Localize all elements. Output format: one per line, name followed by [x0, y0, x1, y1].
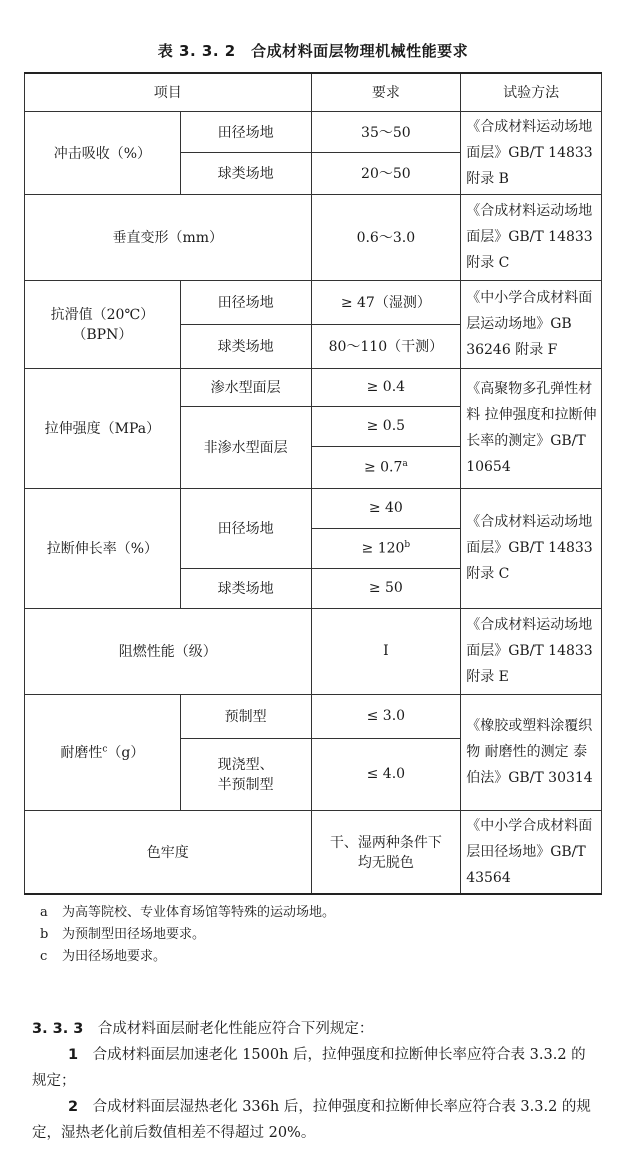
value-cell: ≥ 0.5	[311, 406, 461, 446]
table-row	[25, 810, 602, 894]
sub-label: 渗水型面层	[180, 368, 311, 406]
slip-label-line1: 抗滑值（20℃）	[50, 307, 155, 323]
clause-1: 1 合成材料面层加速老化 1500h 后，拉伸强度和拉断伸长率应符合表 3.3.2 的规定；	[32, 1047, 586, 1089]
sub-label: 现浇型、 半预制型	[180, 738, 311, 810]
method-cell: 《合成材料运动场地面层》GB/T 14833 附录 B	[461, 111, 602, 194]
table-row	[25, 194, 602, 280]
value-cell: I	[311, 608, 461, 694]
sub-label: 预制型	[180, 694, 311, 738]
footnotes	[40, 902, 335, 968]
method-cell: 《中小学合成材料面层运动场地》GB 36246 附录 F	[461, 280, 602, 368]
method-cell: 《橡胶或塑料涂覆织物 耐磨性的测定 泰伯法》GB/T 30314	[461, 694, 602, 810]
value-cell: ≥ 0.7$^a$	[311, 446, 461, 488]
table-row	[25, 608, 602, 694]
table-row	[25, 280, 602, 324]
value-cell: 干、湿两种条件下 均无脱色	[311, 810, 461, 894]
footnote-b: b 为预制型田径场地要求。	[40, 927, 206, 942]
value-cell: 0.6～3.0	[311, 194, 461, 280]
value-cell: ≥ 40	[311, 488, 461, 528]
header-item: 项目	[25, 73, 312, 111]
sub-label: 球类场地	[180, 568, 311, 608]
header-method: 试验方法	[461, 73, 602, 111]
sub-label: 田径场地	[180, 488, 311, 568]
row-label-slip	[25, 280, 181, 368]
footnote-a: a 为高等院校、专业体育场馆等特殊的运动场地。	[40, 905, 336, 920]
method-cell: 《高聚物多孔弹性材料 拉伸强度和拉断伸长率的测定》GB/T 10654	[461, 368, 602, 488]
sub-label: 球类场地	[180, 324, 311, 368]
row-label-tensile: 拉伸强度（MPa）	[25, 368, 181, 488]
method-cell: 《中小学合成材料面层田径场地》GB/T 43564	[461, 810, 602, 894]
table-title: 表 3. 3. 2 合成材料面层物理机械性能要求	[157, 42, 469, 60]
table-header-row	[25, 73, 602, 111]
properties-table	[24, 72, 602, 895]
table-row	[25, 111, 602, 153]
row-label-impact: 冲击吸收（%）	[25, 111, 181, 194]
footnote-mark: c	[102, 744, 108, 755]
row-label-elongation: 拉断伸长率（%）	[25, 488, 181, 608]
method-cell: 《合成材料运动场地面层》GB/T 14833 附录 E	[461, 608, 602, 694]
value-cell: ≥ 50	[311, 568, 461, 608]
row-label-flame: 阻燃性能（级）	[25, 608, 312, 694]
sub-label: 田径场地	[180, 111, 311, 153]
section-3-3-3	[32, 1016, 592, 1146]
row-label-vertical: 垂直变形（mm）	[25, 194, 312, 280]
value-cell: 80～110（干测）	[311, 324, 461, 368]
table-row	[25, 368, 602, 406]
table-row	[25, 694, 602, 738]
row-label-color: 色牢度	[25, 810, 312, 894]
sub-label: 非渗水型面层	[180, 406, 311, 488]
footnote-mark: b	[404, 539, 411, 550]
method-cell: 《合成材料运动场地面层》GB/T 14833 附录 C	[461, 488, 602, 608]
section-heading: 3. 3. 3 合成材料面层耐老化性能应符合下列规定：	[32, 1021, 374, 1037]
method-cell: 《合成材料运动场地面层》GB/T 14833 附录 C	[461, 194, 602, 280]
footnote-mark: a	[402, 458, 408, 469]
value-cell: ≥ 0.4	[311, 368, 461, 406]
value-cell: ≥ $120^b$	[311, 528, 461, 568]
value-cell: 20～50	[311, 153, 461, 195]
value-cell: 35～50	[311, 111, 461, 153]
value-cell: ≥ 47（湿测）	[311, 280, 461, 324]
sub-label: 田径场地	[180, 280, 311, 324]
table-row	[25, 488, 602, 528]
row-label-abrasion: 耐磨性$^c$（g）	[25, 694, 181, 810]
value-cell: ≤ 3.0	[311, 694, 461, 738]
sub-label: 球类场地	[180, 153, 311, 195]
clause-2: 2 合成材料面层湿热老化 336h 后，拉伸强度和拉断伸长率应符合表 3.3.2 的规定，湿热老化前后数值相差不得超过 20%。	[32, 1099, 591, 1141]
footnote-c: c 为田径场地要求。	[40, 949, 167, 964]
header-requirement: 要求	[311, 73, 461, 111]
value-cell: ≤ 4.0	[311, 738, 461, 810]
slip-label-line2: （BPN）	[72, 327, 133, 343]
